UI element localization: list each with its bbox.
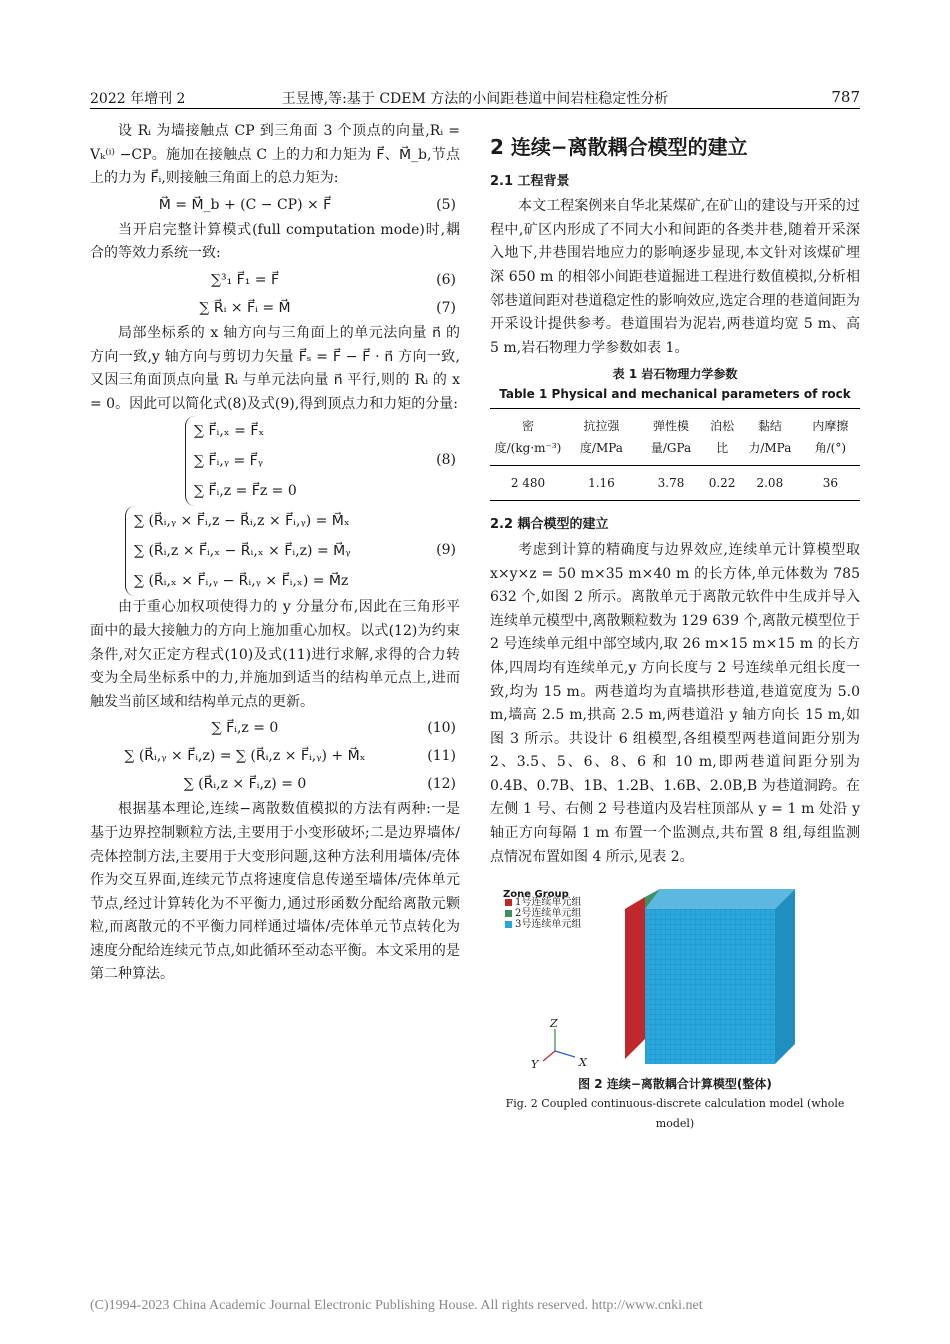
table-header: 抗拉强度/MPa [566, 409, 637, 466]
section-heading: 2 连续−离散耦合模型的建立 [490, 135, 748, 159]
equation-body: ∑³₁ F⃗₁ = F⃗ [210, 271, 280, 288]
equation-number: (10) [427, 720, 456, 737]
table-header: 弹性模量/GPa [637, 409, 705, 466]
header-left: 2022 年增刊 2 [90, 91, 186, 107]
equation-line: ∑ F⃗ᵢ,z = F⃗z = 0 [194, 483, 297, 500]
legend-label: 2号连续单元组 [515, 908, 582, 920]
paragraph: 根据基本理论,连续−离散数值模拟的方法有两种:一是基于边界控制颗粒方法,主要用于小变形破坏;二是边界墙体/壳体控制方法,主要用于大变形问题,这种方法利用墙体/壳体作为交互界面,连续元节点将速度信息传递至墙体/壳体单元节点,经过计算转化为不平衡力,通过形函数分配给离散元颗粒,而离散元的不平衡力同样通过墙体/壳体单元节点转化为速度分配给连续元节点,如此循环至动态平衡。本文采用的是第二种算法。 [90, 801, 460, 983]
model-top-face [645, 889, 795, 909]
table-header: 密度/(kg·m⁻³) [490, 409, 566, 466]
equation-8 [90, 416, 460, 506]
equation-line: ∑ F⃗ᵢ,ᵧ = F⃗ᵧ [194, 453, 263, 470]
equation-number: (8) [436, 452, 456, 469]
equation-body: ∑ F⃗ᵢ,z = 0 [211, 720, 279, 737]
figure-2 [495, 879, 855, 1074]
equation-body: ∑ (R⃗ᵢ,ᵧ × F⃗ᵢ,z) = ∑ (R⃗ᵢ,z × F⃗ᵢ,ᵧ) + M⃗ₓ [124, 748, 366, 765]
subsection-heading: 2.2 耦合模型的建立 [490, 517, 609, 533]
legend-title: Zone Group [503, 889, 569, 901]
figure-caption-en: Fig. 2 Coupled continuous-discrete calculation model (whole model) [505, 1097, 845, 1131]
axis-label-y: Y [531, 1058, 539, 1072]
equation-number: (11) [427, 748, 456, 765]
equation-number: (7) [436, 299, 456, 316]
paragraph: 当开启完整计算模式(full computation mode)时,耦合的等效力系统一致: [90, 221, 460, 262]
table-row [490, 466, 860, 501]
legend-swatch-3 [505, 921, 512, 928]
legend-swatch-2 [505, 910, 512, 917]
table-caption-en: Table 1 Physical and mechanical parameters of rock [499, 387, 851, 402]
legend-label: 3号连续单元组 [515, 919, 582, 931]
equation-number: (9) [436, 542, 456, 559]
equation-system [125, 506, 351, 596]
equation-9 [90, 506, 460, 596]
table-cell: 36 [801, 466, 860, 501]
equation-5 [90, 191, 460, 219]
copyright-footer: (C)1994-2023 China Academic Journal Electronic Publishing House. All rights reserved. http://www.cnki.net [90, 1298, 703, 1313]
equation-line: ∑ (R⃗ᵢ,ₓ × F⃗ᵢ,ᵧ − R⃗ᵢ,ᵧ × F⃗ᵢ,ₓ) = M⃗z [134, 573, 349, 590]
table-cell: 1.16 [566, 466, 637, 501]
paragraph: 局部坐标系的 x 轴方向与三角面上的单元法向量 n⃗ 的方向一致,y 轴方向与剪切力矢量 F⃗ₛ = F⃗ − F⃗ · n⃗ 方向一致,又因三角面顶点向量 Rᵢ 与单元法向量 n⃗ 平行,则的 Rᵢ 的 x = 0。因此可以简化式(8)及式(9),得到顶点力和力矩的分量: [90, 324, 460, 412]
x-axis [555, 1051, 575, 1057]
group-3-side-face [775, 889, 795, 1064]
table-caption-cn: 表 1 岩石物理力学参数 [612, 367, 738, 382]
equation-body: ∑ (R⃗ᵢ,z × F⃗ᵢ,z) = 0 [183, 776, 307, 793]
equation-body: ∑ R⃗ᵢ × F⃗ᵢ = M⃗ [199, 299, 291, 316]
rock-parameters-table [490, 408, 860, 501]
table-cell: 3.78 [637, 466, 705, 501]
header-rule [90, 108, 860, 109]
axis-label-z: Z [550, 1017, 558, 1031]
right-column [490, 132, 860, 1134]
table-header: 泊松比 [705, 409, 739, 466]
mesh-overlay [645, 909, 775, 1064]
equation-line: ∑ F⃗ᵢ,ₓ = F⃗ₓ [194, 423, 265, 440]
subsection-heading: 2.1 工程背景 [490, 173, 570, 189]
equation-line: ∑ (R⃗ᵢ,z × F⃗ᵢ,ₓ − R⃗ᵢ,ₓ × F⃗ᵢ,z) = M⃗ᵧ [134, 543, 351, 560]
paragraph: 设 Rᵢ 为墙接触点 CP 到三角面 3 个顶点的向量,Rᵢ = Vₖ⁽ⁱ⁾ −CP。施加在接触点 C 上的力和力矩为 F⃗、M⃗_b,节点上的力为 F⃗ᵢ,则接触三角面上的总力矩为: [90, 123, 460, 187]
left-column [90, 120, 460, 987]
y-axis [543, 1051, 555, 1061]
table-cell: 2.08 [739, 466, 801, 501]
table-cell: 0.22 [705, 466, 739, 501]
paragraph: 考虑到计算的精确度与边界效应,连续单元计算模型取 x×y×z = 50 m×35 m×40 m 的长方体,单元体数为 785 632 个,如图 2 所示。离散单元于离散元软件中生成并导入连续单元模型中,离散颗粒数为 129 639 个,离散元模型位于 2 号连续单元组中部空域内,取 26 m×15 m×15 m 的长方体,四周均有连续单元,y 方向长度与 2 号连续单元组长度一致,均为 15 m。两巷道均为直墙拱形巷道,巷道宽度为 5.0 m,墙高 2.5 m,拱高 2.5 m,两巷道沿 y 轴方向长 15 m,如图 3 所示。共设计 6 组模型,各组模型两巷道间距分别为 2、3.5、5、6、8、6 和 10 m,即两巷道间距分别为 0.4B、0.7B、1B、1.2B、1.6B、2.0B,B 为巷道洞跨。在左侧 1 号、右侧 2 号巷道内及岩柱顶部从 y = 1 m 处沿 y 轴正方向每隔 1 m 布置一个监测点,共布置 8 组,每组监测点情况布置如图 4 所示,见表 2。 [490, 541, 860, 865]
equation-number: (6) [436, 271, 456, 288]
table-cell: 2 480 [490, 466, 566, 501]
equation-line: ∑ (R⃗ᵢ,ᵧ × F⃗ᵢ,z − R⃗ᵢ,z × F⃗ᵢ,ᵧ) = M⃗ₓ [134, 513, 350, 530]
group-1-face [625, 897, 645, 1059]
equation-11 [90, 742, 460, 770]
equation-7 [90, 294, 460, 322]
table-header: 黏结力/MPa [739, 409, 801, 466]
paragraph: 本文工程案例来自华北某煤矿,在矿山的建设与开采的过程中,矿区内形成了不同大小和间距的各类井巷,随着开采深入地下,井巷围岩地应力的影响逐步显现,本文针对该煤矿埋深 650 m 的相邻小间距巷道掘进工程进行数值模拟,分析相邻巷道间距对巷道稳定性的影响效应,选定合理的巷道间距为开采设计提供参考。巷道围岩为泥岩,两巷道均宽 5 m、高 5 m,岩石物理力学参数如表 1。 [490, 198, 860, 356]
equation-number: (12) [427, 776, 456, 793]
equation-10 [90, 714, 460, 742]
figure-caption-cn: 图 2 连续−离散耦合计算模型(整体) [578, 1077, 772, 1092]
equation-system [185, 416, 297, 506]
table-header: 内摩擦角/(°) [801, 409, 860, 466]
equation-6 [90, 266, 460, 294]
equation-number: (5) [436, 196, 456, 213]
legend-label: 1号连续单元组 [515, 897, 582, 909]
paragraph: 由于重心加权项使得力的 y 分量分布,因此在三角形平面中的最大接触力的方向上施加重心加权。以式(12)为约束条件,对欠正定方程式(10)及式(11)进行求解,求得的合力转变为全局坐标系中的力,并施加到适当的结构单元点上,进而触发当前区域和结构单元点的更新。 [90, 599, 460, 710]
equation-body: M⃗ = M⃗_b + (C − CP) × F⃗ [158, 196, 332, 213]
running-title: 王昱博,等:基于 CDEM 方法的小间距巷道中间岩柱稳定性分析 [281, 91, 669, 107]
page-number: 787 [831, 88, 860, 106]
axis-label-x: X [579, 1056, 587, 1070]
equation-12 [90, 770, 460, 798]
